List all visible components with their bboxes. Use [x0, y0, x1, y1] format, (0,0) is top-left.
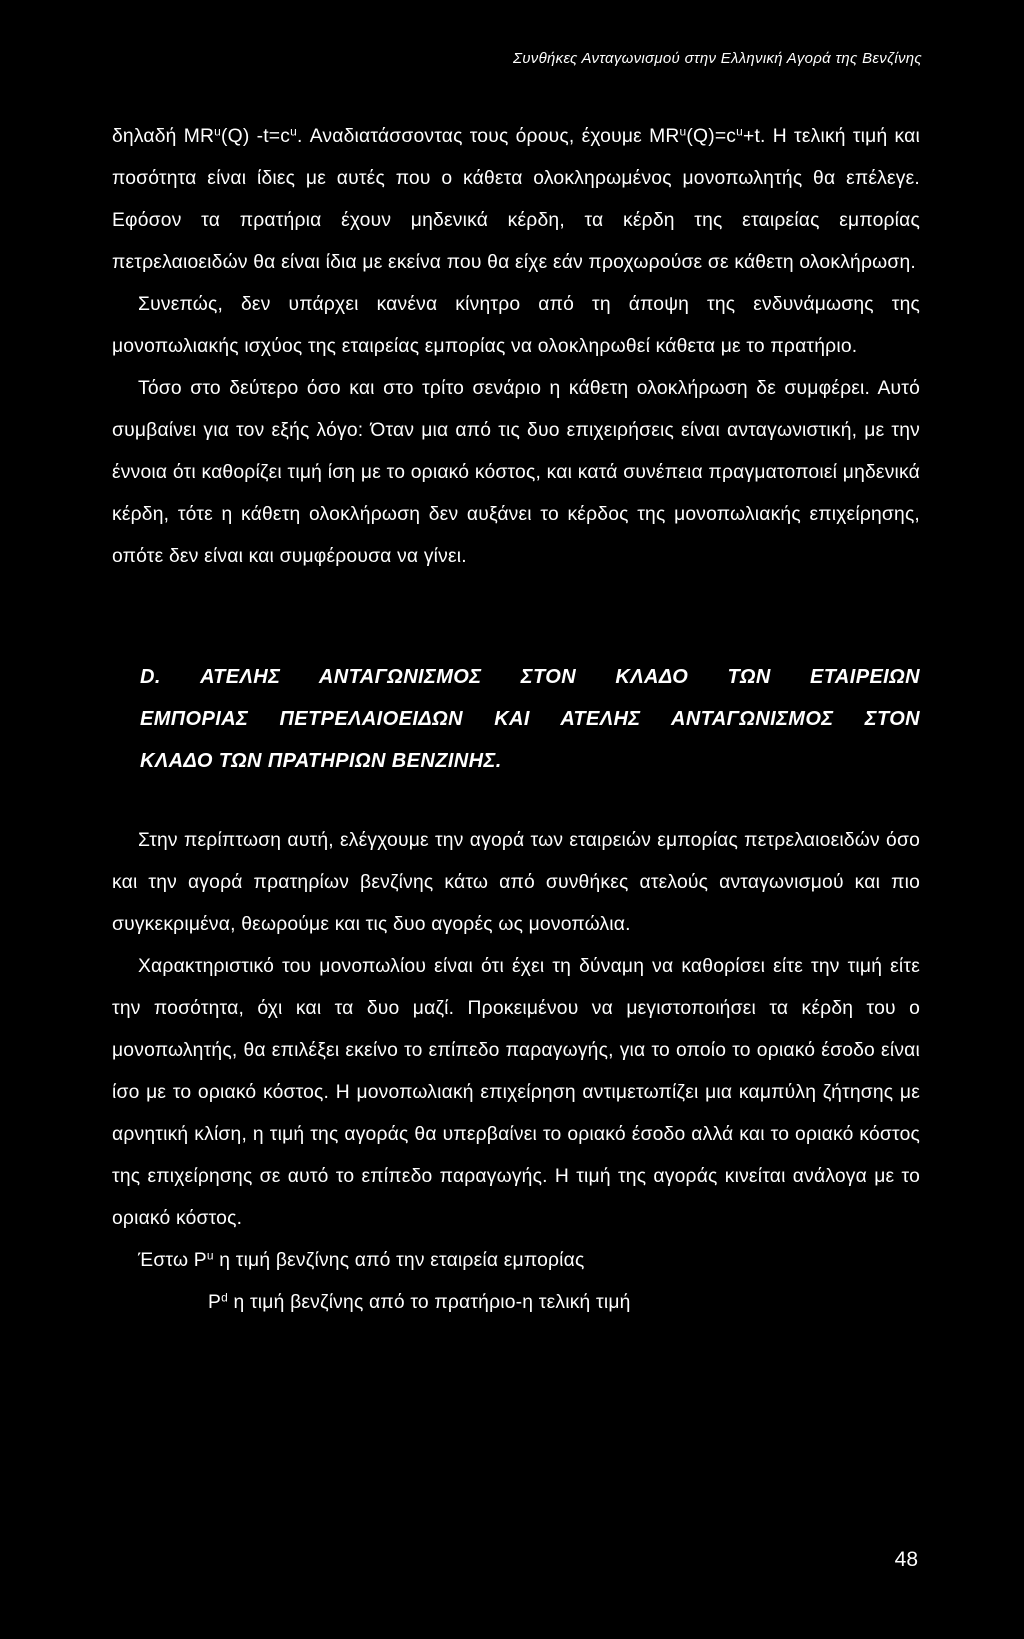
paragraph-2: Συνεπώς, δεν υπάρχει κανένα κίνητρο από τη άποψη της ενδυνάμωσης της μονοπωλιακής ισχύος της εταιρείας εμπορίας να ολοκληρωθεί κάθετα με το πρατήριο.: [112, 294, 920, 357]
paragraph-3: Τόσο στο δεύτερο όσο και στο τρίτο σενάριο η κάθετη ολοκλήρωση δε συμφέρει. Αυτό συμβαίνει για τον εξής λόγο: Όταν μια από τις δυο επιχειρήσεις είναι ανταγωνιστική, με την έννοια ότι καθορίζει τιμή ίση με το οριακό κόστος, και κατά συνέπεια πραγματοποιεί μηδενικά κέρδη, τότε η κάθετη ολοκλήρωση δεν αυξάνει το κέρδος της μονοπωλιακής επιχείρησης, οπότε δεν είναι και συμφέρουσα να γίνει.: [112, 378, 920, 567]
page-number: 48: [894, 1548, 918, 1571]
section-heading-line-1: D. ΑΤΕΛΗΣ ΑΝΤΑΓΩΝΙΣΜΟΣ ΣΤΟΝ ΚΛΑΔΟ ΤΩΝ ΕΤΑΙΡΕΙΩΝ: [140, 666, 920, 688]
page-body: [112, 116, 920, 1324]
paragraph-1: δηλαδή $MR^u(Q)$ $-t=c^u$. Αναδιατάσσοντας τους όρους, έχουμε $MR^u(Q)=c^u+t$. Η τελική τιμή και ποσότητα είναι ίδιες με αυτές που ο κάθετα ολοκληρωμένος μονοπωλητής θα επέλεγε. Εφόσον τα πρατήρια έχουν μηδενικά κέρδη, τα κέρδη της εταιρείας εμπορίας πετρελαιοειδών θα είναι ίδια με εκείνα που θα είχε εάν προχωρούσε σε κάθετη ολοκλήρωση.: [112, 124, 920, 273]
section-heading-line-2: ΕΜΠΟΡΙΑΣ ΠΕΤΡΕΛΑΙΟΕΙΔΩΝ ΚΑΙ ΑΤΕΛΗΣ ΑΝΤΑΓΩΝΙΣΜΟΣ ΣΤΟΝ: [140, 708, 920, 730]
section-heading: [112, 656, 920, 782]
definition-pd: $P^d$ η τιμή βενζίνης από το πρατήριο-η τελική τιμή: [208, 1290, 631, 1313]
paragraph-5: Χαρακτηριστικό του μονοπωλίου είναι ότι έχει τη δύναμη να καθορίσει είτε την τιμή είτε την ποσότητα, όχι και τα δυο μαζί. Προκειμένου να μεγιστοποιήσει τα κέρδη του ο μονοπωλητής, θα επιλέξει εκείνο το επίπεδο παραγωγής, για το οποίο το οριακό έσοδο είναι ίσο με το οριακό κόστος. Η μονοπωλιακή επιχείρηση αντιμετωπίζει μια καμπύλη ζήτησης με αρνητική κλίση, η τιμή της αγοράς θα υπερβαίνει το οριακό έσοδο αλλά και το οριακό κόστος της επιχείρησης σε αυτό το επίπεδο παραγωγής. Η τιμή της αγοράς κινείται ανάλογα με το οριακό κόστος.: [112, 956, 920, 1229]
paragraph-4: Στην περίπτωση αυτή, ελέγχουμε την αγορά των εταιρειών εμπορίας πετρελαιοειδών όσο και την αγορά πρατηρίων βενζίνης κάτω από συνθήκες ατελούς ανταγωνισμού και πιο συγκεκριμένα, θεωρούμε και τις δυο αγορές ως μονοπώλια.: [112, 830, 920, 935]
definition-pu: Έστω $P^u$ η τιμή βενζίνης από την εταιρεία εμπορίας: [138, 1248, 585, 1271]
running-head: Συνθήκες Ανταγωνισμού στην Ελληνική Αγορά της Βενζίνης: [512, 50, 922, 67]
section-heading-line-3: ΚΛΑΔΟ ΤΩΝ ΠΡΑΤΗΡΙΩΝ ΒΕΝΖΙΝΗΣ.: [140, 750, 502, 772]
